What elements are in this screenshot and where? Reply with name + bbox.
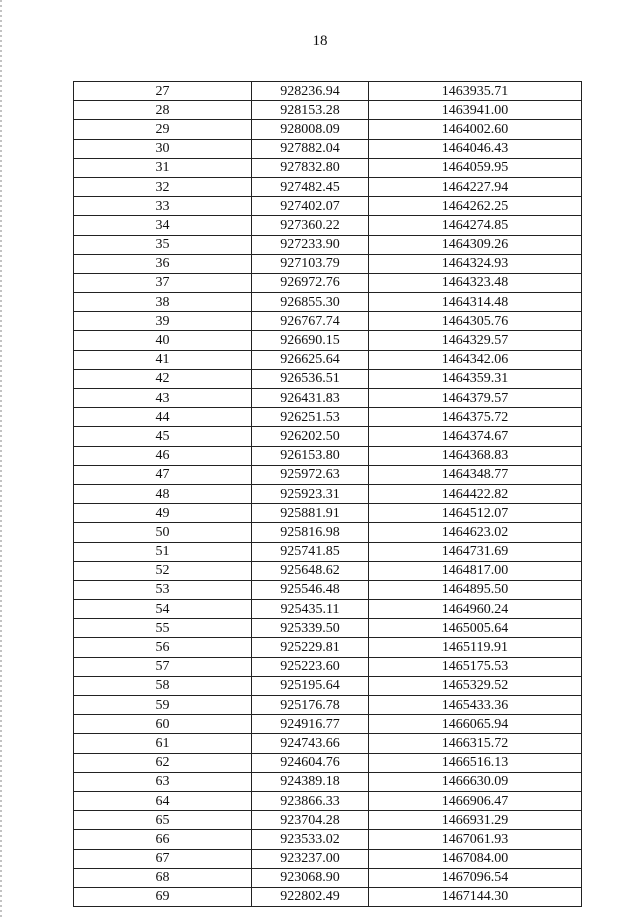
- y-coordinate-cell: 1464314.48: [369, 293, 582, 312]
- y-coordinate-cell: 1464960.24: [369, 600, 582, 619]
- point-number-cell: 44: [74, 408, 252, 427]
- table-row: [74, 791, 582, 810]
- table-row: [74, 331, 582, 350]
- table-row: [74, 638, 582, 657]
- x-coordinate-cell: 926625.64: [252, 350, 369, 369]
- x-coordinate-cell: 928153.28: [252, 101, 369, 120]
- table-row: [74, 676, 582, 695]
- y-coordinate-cell: 1464274.85: [369, 216, 582, 235]
- y-coordinate-cell: 1464374.67: [369, 427, 582, 446]
- table-row: [74, 369, 582, 388]
- y-coordinate-cell: 1464046.43: [369, 139, 582, 158]
- table-row: [74, 561, 582, 580]
- y-coordinate-cell: 1463935.71: [369, 82, 582, 101]
- y-coordinate-cell: 1465005.64: [369, 619, 582, 638]
- page-number: 18: [312, 33, 328, 49]
- point-number-cell: 46: [74, 446, 252, 465]
- point-number-cell: 55: [74, 619, 252, 638]
- y-coordinate-cell: 1466516.13: [369, 753, 582, 772]
- table-row: [74, 273, 582, 292]
- y-coordinate-cell: 1464262.25: [369, 197, 582, 216]
- x-coordinate-cell: 923237.00: [252, 849, 369, 868]
- x-coordinate-cell: 925923.31: [252, 484, 369, 503]
- table-row: [74, 868, 582, 887]
- table-row: [74, 811, 582, 830]
- table-row: [74, 312, 582, 331]
- point-number-cell: 43: [74, 389, 252, 408]
- point-number-cell: 60: [74, 715, 252, 734]
- table-row: [74, 158, 582, 177]
- x-coordinate-cell: 926536.51: [252, 369, 369, 388]
- y-coordinate-cell: 1466315.72: [369, 734, 582, 753]
- x-coordinate-cell: 924743.66: [252, 734, 369, 753]
- table-row: [74, 101, 582, 120]
- table-row: [74, 82, 582, 101]
- point-number-cell: 40: [74, 331, 252, 350]
- x-coordinate-cell: 926767.74: [252, 312, 369, 331]
- table-row: [74, 408, 582, 427]
- y-coordinate-cell: 1464731.69: [369, 542, 582, 561]
- point-number-cell: 35: [74, 235, 252, 254]
- point-number-cell: 33: [74, 197, 252, 216]
- y-coordinate-cell: 1464309.26: [369, 235, 582, 254]
- point-number-cell: 48: [74, 484, 252, 503]
- y-coordinate-cell: 1464895.50: [369, 580, 582, 599]
- y-coordinate-cell: 1466931.29: [369, 811, 582, 830]
- table-row: [74, 197, 582, 216]
- point-number-cell: 52: [74, 561, 252, 580]
- point-number-cell: 31: [74, 158, 252, 177]
- table-row: [74, 887, 582, 906]
- table-row: [74, 254, 582, 273]
- point-number-cell: 37: [74, 273, 252, 292]
- y-coordinate-cell: 1464305.76: [369, 312, 582, 331]
- y-coordinate-cell: 1464227.94: [369, 177, 582, 196]
- x-coordinate-cell: 925741.85: [252, 542, 369, 561]
- x-coordinate-cell: 923533.02: [252, 830, 369, 849]
- table-row: [74, 715, 582, 734]
- point-number-cell: 38: [74, 293, 252, 312]
- x-coordinate-cell: 925195.64: [252, 676, 369, 695]
- y-coordinate-cell: 1464379.57: [369, 389, 582, 408]
- x-coordinate-cell: 926690.15: [252, 331, 369, 350]
- x-coordinate-cell: 926972.76: [252, 273, 369, 292]
- table-row: [74, 849, 582, 868]
- y-coordinate-cell: 1464623.02: [369, 523, 582, 542]
- x-coordinate-cell: 927103.79: [252, 254, 369, 273]
- x-coordinate-cell: 925648.62: [252, 561, 369, 580]
- table-row: [74, 772, 582, 791]
- x-coordinate-cell: 926251.53: [252, 408, 369, 427]
- y-coordinate-cell: 1464375.72: [369, 408, 582, 427]
- y-coordinate-cell: 1466630.09: [369, 772, 582, 791]
- coordinates-table-body: [74, 82, 582, 907]
- x-coordinate-cell: 925339.50: [252, 619, 369, 638]
- x-coordinate-cell: 927832.80: [252, 158, 369, 177]
- table-row: [74, 120, 582, 139]
- x-coordinate-cell: 923068.90: [252, 868, 369, 887]
- point-number-cell: 50: [74, 523, 252, 542]
- point-number-cell: 32: [74, 177, 252, 196]
- x-coordinate-cell: 925816.98: [252, 523, 369, 542]
- point-number-cell: 61: [74, 734, 252, 753]
- x-coordinate-cell: 928008.09: [252, 120, 369, 139]
- x-coordinate-cell: 928236.94: [252, 82, 369, 101]
- y-coordinate-cell: 1464817.00: [369, 561, 582, 580]
- table-row: [74, 657, 582, 676]
- y-coordinate-cell: 1467084.00: [369, 849, 582, 868]
- table-row: [74, 542, 582, 561]
- point-number-cell: 66: [74, 830, 252, 849]
- point-number-cell: 57: [74, 657, 252, 676]
- x-coordinate-cell: 922802.49: [252, 887, 369, 906]
- point-number-cell: 64: [74, 791, 252, 810]
- y-coordinate-cell: 1466065.94: [369, 715, 582, 734]
- y-coordinate-cell: 1464329.57: [369, 331, 582, 350]
- table-row: [74, 389, 582, 408]
- point-number-cell: 49: [74, 504, 252, 523]
- point-number-cell: 29: [74, 120, 252, 139]
- table-row: [74, 753, 582, 772]
- point-number-cell: 54: [74, 600, 252, 619]
- y-coordinate-cell: 1465329.52: [369, 676, 582, 695]
- scan-edge-mark: [0, 0, 2, 920]
- table-row: [74, 734, 582, 753]
- y-coordinate-cell: 1464324.93: [369, 254, 582, 273]
- x-coordinate-cell: 926153.80: [252, 446, 369, 465]
- x-coordinate-cell: 927882.04: [252, 139, 369, 158]
- point-number-cell: 39: [74, 312, 252, 331]
- point-number-cell: 47: [74, 465, 252, 484]
- point-number-cell: 36: [74, 254, 252, 273]
- x-coordinate-cell: 927233.90: [252, 235, 369, 254]
- y-coordinate-cell: 1464422.82: [369, 484, 582, 503]
- y-coordinate-cell: 1464323.48: [369, 273, 582, 292]
- table-row: [74, 446, 582, 465]
- x-coordinate-cell: 927482.45: [252, 177, 369, 196]
- table-row: [74, 235, 582, 254]
- y-coordinate-cell: 1464359.31: [369, 369, 582, 388]
- table-row: [74, 619, 582, 638]
- x-coordinate-cell: 924604.76: [252, 753, 369, 772]
- point-number-cell: 67: [74, 849, 252, 868]
- point-number-cell: 28: [74, 101, 252, 120]
- y-coordinate-cell: 1466906.47: [369, 791, 582, 810]
- y-coordinate-cell: 1464342.06: [369, 350, 582, 369]
- x-coordinate-cell: 925881.91: [252, 504, 369, 523]
- table-row: [74, 600, 582, 619]
- y-coordinate-cell: 1464512.07: [369, 504, 582, 523]
- x-coordinate-cell: 925176.78: [252, 696, 369, 715]
- y-coordinate-cell: 1464059.95: [369, 158, 582, 177]
- point-number-cell: 62: [74, 753, 252, 772]
- table-row: [74, 427, 582, 446]
- table-row: [74, 504, 582, 523]
- point-number-cell: 58: [74, 676, 252, 695]
- x-coordinate-cell: 927402.07: [252, 197, 369, 216]
- y-coordinate-cell: 1467096.54: [369, 868, 582, 887]
- x-coordinate-cell: 926202.50: [252, 427, 369, 446]
- point-number-cell: 27: [74, 82, 252, 101]
- table-row: [74, 139, 582, 158]
- x-coordinate-cell: 925972.63: [252, 465, 369, 484]
- y-coordinate-cell: 1463941.00: [369, 101, 582, 120]
- x-coordinate-cell: 925229.81: [252, 638, 369, 657]
- point-number-cell: 63: [74, 772, 252, 791]
- y-coordinate-cell: 1464368.83: [369, 446, 582, 465]
- x-coordinate-cell: 923866.33: [252, 791, 369, 810]
- y-coordinate-cell: 1467061.93: [369, 830, 582, 849]
- point-number-cell: 51: [74, 542, 252, 561]
- table-row: [74, 484, 582, 503]
- table-row: [74, 216, 582, 235]
- x-coordinate-cell: 925435.11: [252, 600, 369, 619]
- y-coordinate-cell: 1465119.91: [369, 638, 582, 657]
- point-number-cell: 59: [74, 696, 252, 715]
- x-coordinate-cell: 925546.48: [252, 580, 369, 599]
- x-coordinate-cell: 926855.30: [252, 293, 369, 312]
- y-coordinate-cell: 1465175.53: [369, 657, 582, 676]
- point-number-cell: 69: [74, 887, 252, 906]
- y-coordinate-cell: 1464348.77: [369, 465, 582, 484]
- x-coordinate-cell: 924916.77: [252, 715, 369, 734]
- table-row: [74, 465, 582, 484]
- point-number-cell: 68: [74, 868, 252, 887]
- table-row: [74, 350, 582, 369]
- point-number-cell: 42: [74, 369, 252, 388]
- y-coordinate-cell: 1464002.60: [369, 120, 582, 139]
- point-number-cell: 53: [74, 580, 252, 599]
- x-coordinate-cell: 927360.22: [252, 216, 369, 235]
- point-number-cell: 56: [74, 638, 252, 657]
- point-number-cell: 65: [74, 811, 252, 830]
- point-number-cell: 34: [74, 216, 252, 235]
- point-number-cell: 41: [74, 350, 252, 369]
- y-coordinate-cell: 1465433.36: [369, 696, 582, 715]
- y-coordinate-cell: 1467144.30: [369, 887, 582, 906]
- point-number-cell: 45: [74, 427, 252, 446]
- coordinates-table: [73, 81, 582, 907]
- table-row: [74, 293, 582, 312]
- table-row: [74, 523, 582, 542]
- x-coordinate-cell: 926431.83: [252, 389, 369, 408]
- table-row: [74, 696, 582, 715]
- point-number-cell: 30: [74, 139, 252, 158]
- x-coordinate-cell: 923704.28: [252, 811, 369, 830]
- table-row: [74, 580, 582, 599]
- x-coordinate-cell: 925223.60: [252, 657, 369, 676]
- table-row: [74, 830, 582, 849]
- x-coordinate-cell: 924389.18: [252, 772, 369, 791]
- table-row: [74, 177, 582, 196]
